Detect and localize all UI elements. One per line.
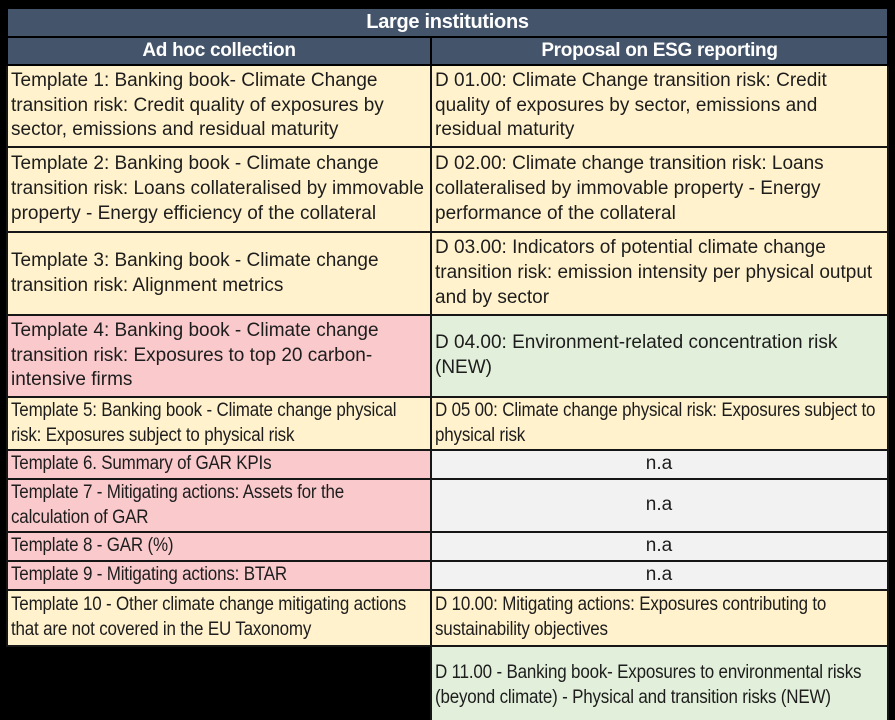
cell-text: Template 2: Banking book - Climate change transition risk: Loans collateralised by immovable property - Energy efficiency of the collateral (11, 153, 424, 224)
cell-text: D 03.00: Indicators of potential climate change transition risk: emission intensity per physical output and by sector (435, 237, 873, 308)
cell-left-row-8 (7, 532, 431, 561)
cell-text: n.a (645, 453, 673, 475)
table-row (7, 646, 888, 720)
cell-text: D 10.00: Mitigating actions: Exposures contributing to sustainability objectives (435, 594, 827, 640)
cell-text: Template 10 - Other climate change mitigating actions that are not covered in the EU Taxonomy (11, 594, 407, 640)
cell-right-row-2 (431, 147, 888, 232)
column-header-esg-reporting: Proposal on ESG reporting (431, 37, 888, 65)
table-row (7, 590, 888, 646)
table-row (7, 532, 888, 561)
cell-right-row-9 (431, 561, 888, 590)
cell-text: Template 5: Banking book - Climate change physical risk: Exposures subject to physical risk (11, 400, 397, 446)
table-title-row (7, 8, 888, 37)
cell-right-row-4 (431, 315, 888, 397)
cell-text: Template 8 - GAR (%) (11, 535, 174, 557)
table-header (7, 8, 888, 65)
column-header-row (7, 37, 888, 65)
table-body (7, 65, 888, 720)
cell-left-row-1 (7, 65, 431, 147)
cell-text: Template 7 - Mitigating actions: Assets for the calculation of GAR (11, 482, 345, 528)
cell-left-row-10 (7, 590, 431, 646)
cell-right-row-11 (431, 646, 888, 720)
cell-left-row-3 (7, 232, 431, 315)
cell-text: Template 4: Banking book - Climate change transition risk: Exposures to top 20 carbon-intensive firms (11, 319, 379, 391)
cell-right-row-8 (431, 532, 888, 561)
table-row (7, 65, 888, 147)
cell-right-row-5 (431, 397, 888, 450)
table-row (7, 561, 888, 590)
cell-right-row-6 (431, 450, 888, 479)
cell-left-row-5 (7, 397, 431, 450)
table-row (7, 397, 888, 450)
cell-left-row-2 (7, 147, 431, 232)
cell-text: Template 1: Banking book- Climate Change transition risk: Credit quality of exposures by sector, emissions and residual maturity (11, 69, 384, 141)
cell-text: Template 6. Summary of GAR KPIs (11, 453, 272, 475)
cell-right-row-3 (431, 232, 888, 315)
cell-right-row-7 (431, 479, 888, 532)
cell-text: n.a (645, 494, 673, 516)
cell-text: D 11.00 - Banking book- Exposures to environmental risks (beyond climate) - Physical and transition risks (NEW) (435, 662, 862, 708)
cell-text: D 01.00: Climate Change transition risk: Credit quality of exposures by sector, emissions and residual maturity (435, 69, 827, 141)
cell-right-row-10 (431, 590, 888, 646)
table-title: Large institutions (7, 8, 888, 37)
cell-left-row-4 (7, 315, 431, 397)
cell-text: D 02.00: Climate change transition risk: Loans collateralised by immovable property - Energy performance of the collateral (435, 153, 824, 224)
cell-left-row-7 (7, 479, 431, 532)
cell-text: D 05 00: Climate change physical risk: Exposures subject to physical risk (435, 400, 876, 446)
cell-text: Template 3: Banking book - Climate change transition risk: Alignment metrics (11, 249, 379, 296)
cell-text: D 04.00: Environment-related concentration risk (NEW) (435, 332, 838, 378)
cell-left-row-9 (7, 561, 431, 590)
cell-text: n.a (645, 535, 673, 557)
cell-text: n.a (645, 564, 673, 586)
table-row (7, 232, 888, 315)
table-row (7, 450, 888, 479)
cell-right-row-1 (431, 65, 888, 147)
column-header-adhoc-collection: Ad hoc collection (7, 37, 431, 65)
cell-left-row-11 (7, 646, 431, 720)
table-row (7, 147, 888, 232)
cell-left-row-6 (7, 450, 431, 479)
table-row (7, 315, 888, 397)
comparison-table (6, 7, 889, 720)
cell-text: Template 9 - Mitigating actions: BTAR (11, 564, 287, 586)
table-row (7, 479, 888, 532)
